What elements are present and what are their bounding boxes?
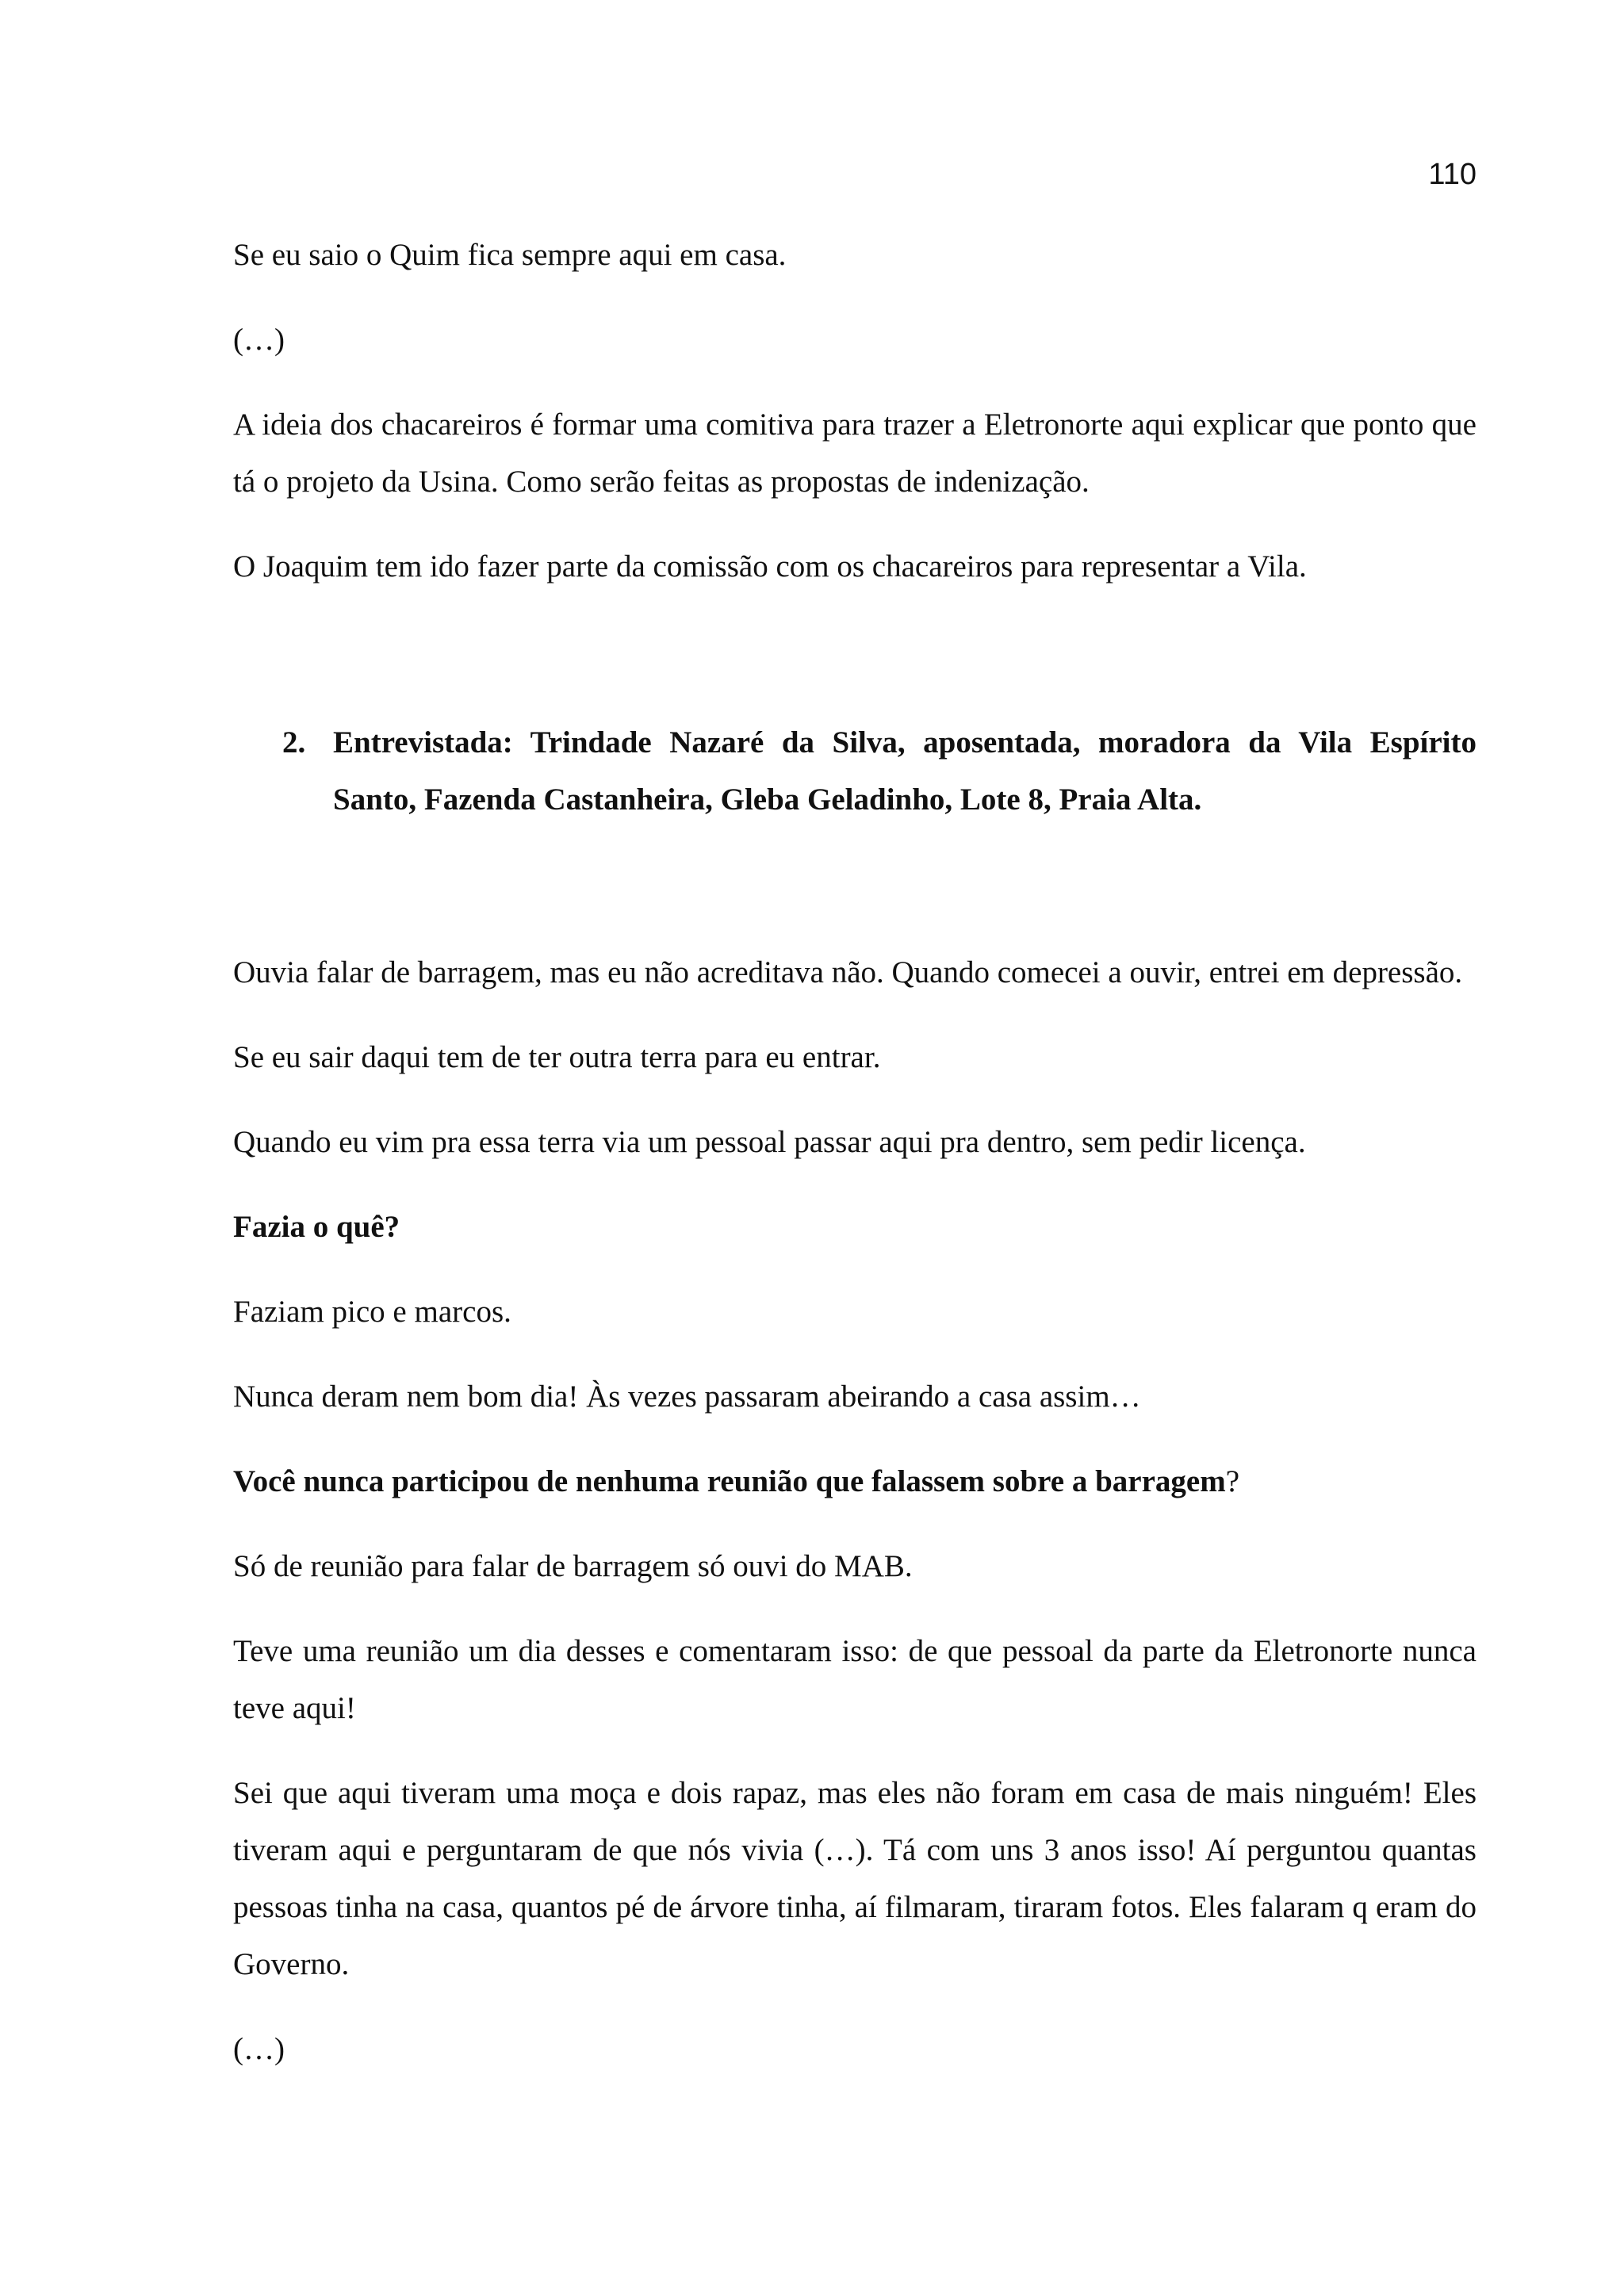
ellipsis-paragraph: (…): [233, 323, 285, 357]
heading-number: 2.: [282, 725, 306, 760]
paragraph: Só de reunião para falar de barragem só ouvi do MAB.: [233, 1549, 913, 1583]
paragraph: Se eu sair daqui tem de ter outra terra para eu entrar.: [233, 1040, 881, 1074]
paragraph: Nunca deram nem bom dia! Às vezes passaram abeirando a casa assim…: [233, 1380, 1141, 1414]
paragraph: O Joaquim tem ido fazer parte da comissão com os chacareiros para representar a Vila.: [233, 549, 1307, 584]
paragraph: Faziam pico e marcos.: [233, 1295, 511, 1329]
question-text: Fazia o quê?: [233, 1210, 400, 1244]
ellipsis-paragraph: (…): [233, 2032, 285, 2066]
document-body: [233, 227, 1477, 2106]
interview-heading: [282, 714, 1477, 828]
paragraph: Se eu saio o Quim fica sempre aqui em casa.: [233, 238, 787, 272]
question-text: Você nunca participou de nenhuma reunião que falassem sobre a barragem: [233, 1464, 1226, 1498]
paragraph: Sei que aqui tiveram uma moça e dois rapaz, mas eles não foram em casa de mais ninguém! Eles tiveram aqui e perguntaram de que nós vivia (…). Tá com uns 3 anos isso! Aí perguntou quantas pessoas tinha na casa, quantos pé de árvore tinha, aí filmaram, tiraram fotos. Eles falaram q eram do Governo.: [233, 1776, 1477, 1981]
question-mark: ?: [1225, 1464, 1239, 1498]
heading-text: Entrevistada: Trindade Nazaré da Silva, aposentada, moradora da Vila Espírito Santo, Fazenda Castanheira, Gleba Geladinho, Lote 8, Praia Alta.: [333, 725, 1477, 817]
question: [233, 1199, 1477, 1256]
paragraph: Teve uma reunião um dia desses e comentaram isso: de que pessoal da parte da Eletronorte nunca teve aqui!: [233, 1634, 1477, 1725]
paragraph: A ideia dos chacareiros é formar uma comitiva para trazer a Eletronorte aqui explicar que ponto que tá o projeto da Usina. Como serão feitas as propostas de indenização.: [233, 408, 1477, 499]
page-number: 110: [1428, 158, 1477, 191]
paragraph: Ouvia falar de barragem, mas eu não acreditava não. Quando comecei a ouvir, entrei em depressão.: [233, 955, 1463, 989]
paragraph: Quando eu vim pra essa terra via um pessoal passar aqui pra dentro, sem pedir licença.: [233, 1125, 1306, 1159]
question: [233, 1453, 1477, 1510]
